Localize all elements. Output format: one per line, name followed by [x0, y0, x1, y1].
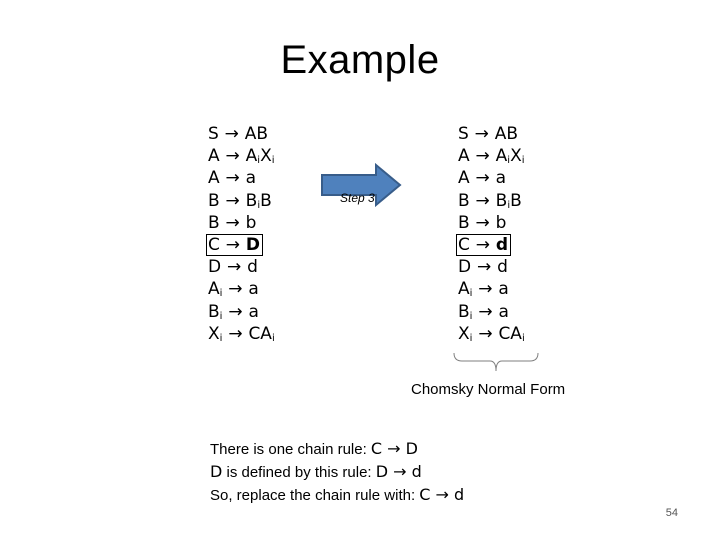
rule-arrow: →	[475, 168, 490, 189]
right-rule	[458, 212, 525, 234]
right-rule	[458, 301, 525, 323]
rule-rhs-subscript: i	[271, 332, 275, 344]
explanation-math-2b: D → d	[375, 462, 422, 481]
rule-rhs	[498, 279, 508, 299]
rule-rhs-symbol: A	[245, 146, 258, 167]
rule-arrow: →	[475, 190, 490, 211]
rule-rhs-symbol: A	[495, 146, 508, 167]
rule-rhs-symbol: AB	[494, 124, 519, 144]
rule-rhs-symbol: a	[248, 301, 259, 322]
right-rule	[458, 278, 525, 300]
rule-lhs: A	[208, 279, 220, 300]
rule-rhs-symbol: CA	[498, 323, 522, 344]
rule-rhs-symbol: d	[495, 234, 509, 255]
rule-rhs-symbol: b	[495, 212, 507, 233]
rule-rhs-symbol: AB	[244, 124, 269, 144]
rule-lhs-subscript: i	[219, 288, 223, 300]
explanation	[210, 438, 464, 507]
rule-rhs-subscript-2: i	[521, 155, 525, 167]
rule-rhs	[495, 124, 518, 144]
rule-arrow: →	[478, 279, 493, 300]
rule-lhs: B	[458, 190, 470, 211]
rule-lhs: B	[208, 212, 220, 233]
rule-rhs	[246, 213, 257, 233]
rule-rhs	[496, 146, 525, 166]
rule-rhs-symbol: a	[495, 168, 507, 189]
right-rule	[458, 190, 525, 212]
explanation-line-3	[210, 484, 464, 507]
rule-rhs-symbol: a	[498, 301, 509, 322]
rule-lhs-subscript: i	[219, 332, 223, 344]
rule-rhs-subscript-2: i	[271, 155, 275, 167]
rule-arrow: →	[228, 301, 243, 322]
rule-lhs-subscript: i	[469, 332, 473, 344]
right-rule	[458, 123, 525, 145]
right-rule	[458, 323, 525, 345]
page-number: 54	[665, 507, 678, 519]
rule-arrow: →	[226, 257, 242, 278]
left-highlighted-rule	[206, 234, 263, 256]
right-rule	[458, 234, 525, 256]
rule-rhs-symbol: d	[247, 257, 258, 278]
rule-arrow: →	[225, 190, 240, 211]
rule-rhs-subscript: i	[257, 199, 261, 211]
rule-lhs: A	[208, 146, 220, 167]
rule-rhs	[245, 124, 268, 144]
rule-lhs-subscript: i	[469, 288, 473, 300]
explanation-math-3: C → d	[419, 485, 465, 504]
left-rule	[208, 167, 275, 189]
rule-arrow: →	[475, 234, 490, 255]
rule-rhs-symbol: B	[245, 190, 258, 211]
rule-rhs	[248, 302, 258, 322]
rule-rhs-symbol: a	[498, 279, 509, 300]
rule-arrow: →	[475, 212, 490, 233]
rule-lhs: C	[458, 234, 470, 255]
rule-arrow: →	[475, 146, 490, 167]
rule-arrow: →	[225, 146, 240, 167]
rule-rhs-symbol-2: X	[510, 146, 522, 167]
explanation-math-1: C → D	[370, 439, 418, 458]
explanation-math-2a: D	[210, 462, 223, 481]
left-rule	[208, 301, 275, 323]
right-rule	[458, 256, 525, 278]
rule-arrow: →	[478, 301, 493, 322]
rule-rhs-symbol: D	[245, 234, 260, 255]
rule-rhs-subscript: i	[521, 332, 525, 344]
rule-arrow: →	[224, 124, 239, 144]
rule-rhs	[498, 302, 508, 322]
rule-rhs	[246, 191, 272, 211]
grammar-left	[208, 123, 275, 345]
explanation-line-1	[210, 438, 464, 461]
rule-lhs: X	[208, 323, 220, 344]
rule-lhs: B	[208, 190, 220, 211]
explanation-text-2: is defined by this rule:	[222, 464, 376, 481]
cnf-label: Chomsky Normal Form	[411, 381, 566, 398]
left-rule	[208, 234, 275, 256]
rule-rhs-symbol-2: B	[510, 190, 522, 211]
rule-lhs: B	[458, 301, 470, 322]
rule-arrow: →	[225, 212, 240, 233]
rule-arrow: →	[228, 323, 243, 344]
right-rule	[458, 167, 525, 189]
rule-lhs-subscript: i	[219, 310, 223, 322]
grammar-right	[458, 123, 525, 345]
rule-lhs: A	[208, 168, 220, 189]
rule-lhs: C	[208, 234, 220, 255]
rule-rhs	[496, 235, 508, 255]
rule-lhs: A	[458, 279, 470, 300]
rule-rhs-symbol: a	[245, 168, 257, 189]
slide-title: Example	[280, 38, 440, 82]
left-rule	[208, 323, 275, 345]
rule-lhs: D	[208, 257, 222, 278]
rule-rhs	[246, 168, 256, 188]
rule-lhs: D	[458, 257, 472, 278]
rule-lhs: S	[458, 124, 469, 144]
rule-rhs	[246, 146, 275, 166]
rule-rhs	[497, 257, 508, 277]
bracket-icon	[452, 351, 542, 375]
rule-lhs-subscript: i	[469, 310, 473, 322]
rule-arrow: →	[476, 257, 492, 278]
rule-arrow: →	[474, 124, 489, 144]
rule-arrow: →	[478, 323, 493, 344]
rule-arrow: →	[228, 279, 243, 300]
rule-arrow: →	[225, 168, 240, 189]
rule-rhs-symbol: b	[245, 212, 257, 233]
rule-lhs: B	[208, 301, 220, 322]
rule-rhs-symbol: CA	[248, 323, 272, 344]
step-label: Step 3	[340, 191, 375, 205]
rule-rhs	[247, 257, 258, 277]
rule-rhs-subscript: i	[507, 155, 511, 167]
explanation-line-2	[210, 461, 464, 484]
rule-rhs-symbol-2: X	[260, 146, 272, 167]
explanation-text-3: So, replace the chain rule with:	[210, 487, 420, 504]
rule-lhs: X	[458, 323, 470, 344]
left-rule	[208, 123, 275, 145]
rule-rhs	[248, 279, 258, 299]
explanation-text-1: There is one chain rule:	[210, 441, 371, 458]
rule-arrow: →	[225, 234, 240, 255]
rule-lhs: S	[208, 124, 219, 144]
left-rule	[208, 278, 275, 300]
left-rule	[208, 256, 275, 278]
rule-rhs-subscript: i	[257, 155, 261, 167]
rule-rhs-symbol: d	[497, 257, 508, 278]
rule-lhs: B	[458, 212, 470, 233]
rule-rhs	[496, 213, 507, 233]
rule-rhs	[496, 191, 522, 211]
left-rule	[208, 145, 275, 167]
rule-rhs	[496, 168, 506, 188]
rule-rhs-symbol: a	[248, 279, 259, 300]
left-rule	[208, 212, 275, 234]
rule-rhs	[248, 324, 274, 344]
rule-rhs-subscript: i	[507, 199, 511, 211]
right-highlighted-rule	[456, 234, 511, 256]
rule-rhs-symbol: B	[495, 190, 508, 211]
rule-rhs	[246, 235, 260, 255]
rule-rhs-symbol-2: B	[260, 190, 272, 211]
rule-lhs: A	[458, 146, 470, 167]
rule-lhs: A	[458, 168, 470, 189]
rule-rhs	[498, 324, 524, 344]
right-rule	[458, 145, 525, 167]
left-rule	[208, 190, 275, 212]
